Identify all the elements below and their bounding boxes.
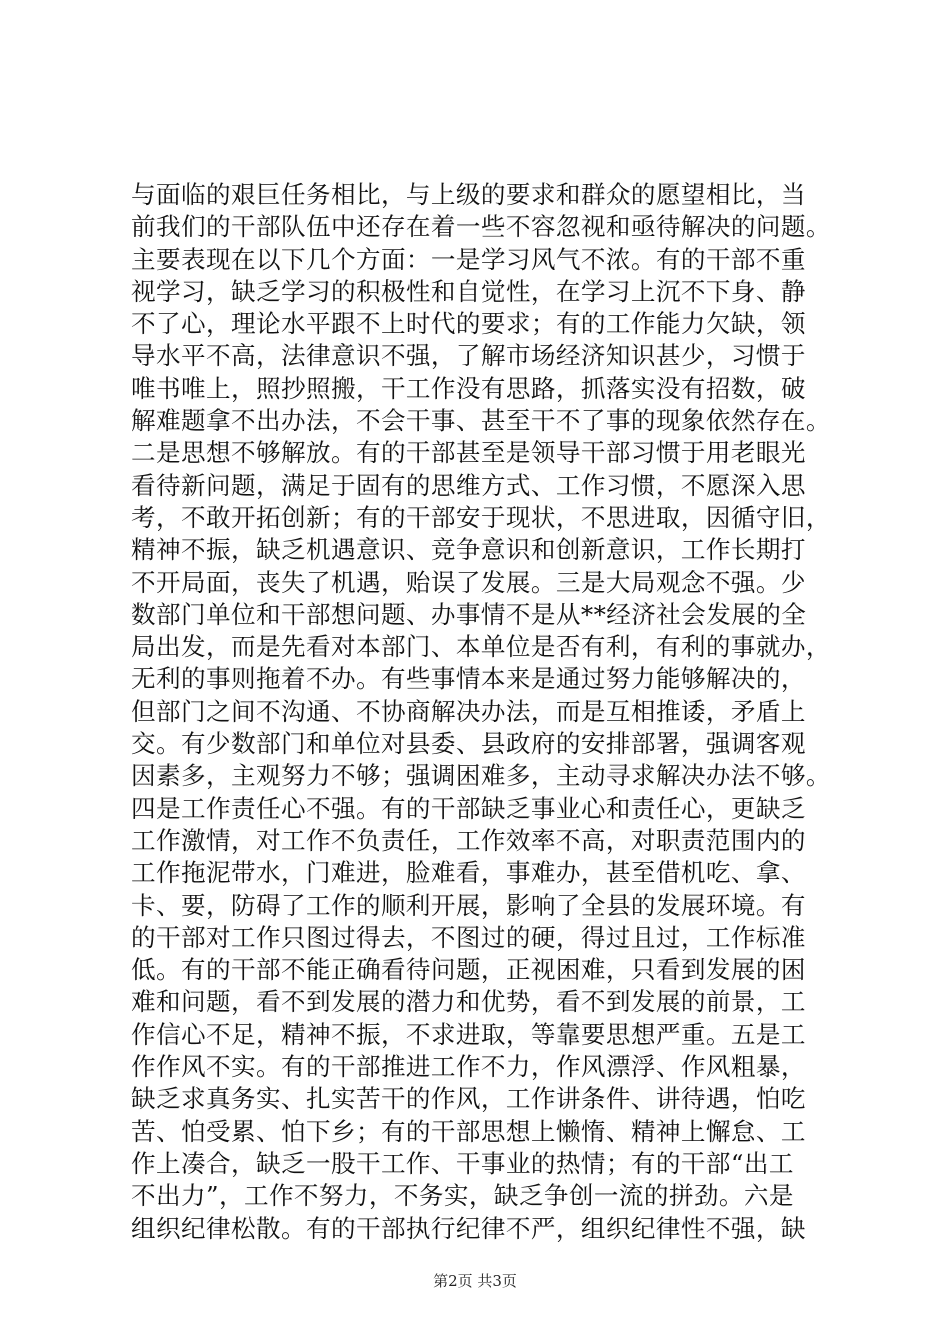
text-line: 不开局面，丧失了机遇，贻误了发展。三是大局观念不强。少	[131, 567, 806, 597]
text-line: 难和问题，看不到发展的潜力和优势，看不到发展的前景，工	[131, 987, 806, 1017]
text-line: 四是工作责任心不强。有的干部缺乏事业心和责任心，更缺乏	[131, 793, 806, 823]
text-line: 作作风不实。有的干部推进工作不力，作风漂浮、作风粗暴，	[131, 1052, 806, 1082]
text-line: 不出力”，工作不努力，不务实，缺乏争创一流的拼劲。六是	[131, 1181, 794, 1211]
text-line: 与面临的艰巨任务相比，与上级的要求和群众的愿望相比，当	[131, 180, 806, 209]
text-line: 精神不振，缺乏机遇意识、竞争意识和创新意识，工作长期打	[131, 535, 806, 565]
text-line: 视学习，缺乏学习的积极性和自觉性，在学习上沉不下身、静	[131, 276, 806, 306]
text-line: 前我们的干部队伍中还存在着一些不容忽视和亟待解决的问题。	[131, 212, 831, 242]
text-line: 主要表现在以下几个方面：一是学习风气不浓。有的干部不重	[131, 244, 806, 274]
text-line: 缺乏求真务实、扎实苦干的作风，工作讲条件、讲待遇，怕吃	[131, 1084, 806, 1114]
text-line: 导水平不高，法律意识不强，了解市场经济知识甚少，习惯于	[131, 341, 806, 371]
text-line: 苦、怕受累、怕下乡；有的干部思想上懒惰、精神上懈怠、工	[131, 1116, 806, 1146]
text-line: 唯书唯上，照抄照搬，干工作没有思路，抓落实没有招数，破	[131, 373, 806, 403]
body-text	[131, 179, 831, 1245]
text-line: 但部门之间不沟通、不协商解决办法，而是互相推诿，矛盾上	[131, 696, 806, 726]
text-line: 的干部对工作只图过得去，不图过的硬，得过且过，工作标准	[131, 922, 806, 952]
text-line: 解难题拿不出办法，不会干事、甚至干不了事的现象依然存在。	[131, 406, 831, 436]
text-line: 因素多，主观努力不够；强调困难多，主动寻求解决办法不够。	[131, 761, 831, 791]
text-line: 数部门单位和干部想问题、办事情不是从**经济社会发展的全	[131, 599, 807, 629]
text-line: 不了心，理论水平跟不上时代的要求；有的工作能力欠缺，领	[131, 309, 806, 339]
text-line: 低。有的干部不能正确看待问题，正视困难，只看到发展的困	[131, 955, 806, 985]
text-line: 作信心不足，精神不振，不求进取，等靠要思想严重。五是工	[131, 1019, 806, 1049]
text-line: 看待新问题，满足于固有的思维方式、工作习惯，不愿深入思	[131, 470, 806, 500]
text-line: 作上凑合，缺乏一股干工作、干事业的热情；有的干部“出工	[131, 1148, 794, 1178]
text-line: 考，不敢开拓创新；有的干部安于现状，不思进取，因循守旧，	[131, 502, 831, 532]
text-line: 工作激情，对工作不负责任，工作效率不高，对职责范围内的	[131, 825, 806, 855]
text-line: 局出发，而是先看对本部门、本单位是否有利，有利的事就办，	[131, 632, 831, 662]
text-line: 二是思想不够解放。有的干部甚至是领导干部习惯于用老眼光	[131, 438, 806, 468]
text-line: 工作拖泥带水，门难进，脸难看，事难办，甚至借机吃、拿、	[131, 858, 806, 888]
text-line: 交。有少数部门和单位对县委、县政府的安排部署，强调客观	[131, 729, 806, 759]
text-line: 组织纪律松散。有的干部执行纪律不严，组织纪律性不强，缺	[131, 1213, 806, 1243]
text-line: 卡、要，防碍了工作的顺利开展，影响了全县的发展环境。有	[131, 890, 806, 920]
text-line: 无利的事则拖着不办。有些事情本来是通过努力能够解决的，	[131, 664, 806, 694]
page-footer: 第2页 共3页	[433, 1272, 517, 1290]
